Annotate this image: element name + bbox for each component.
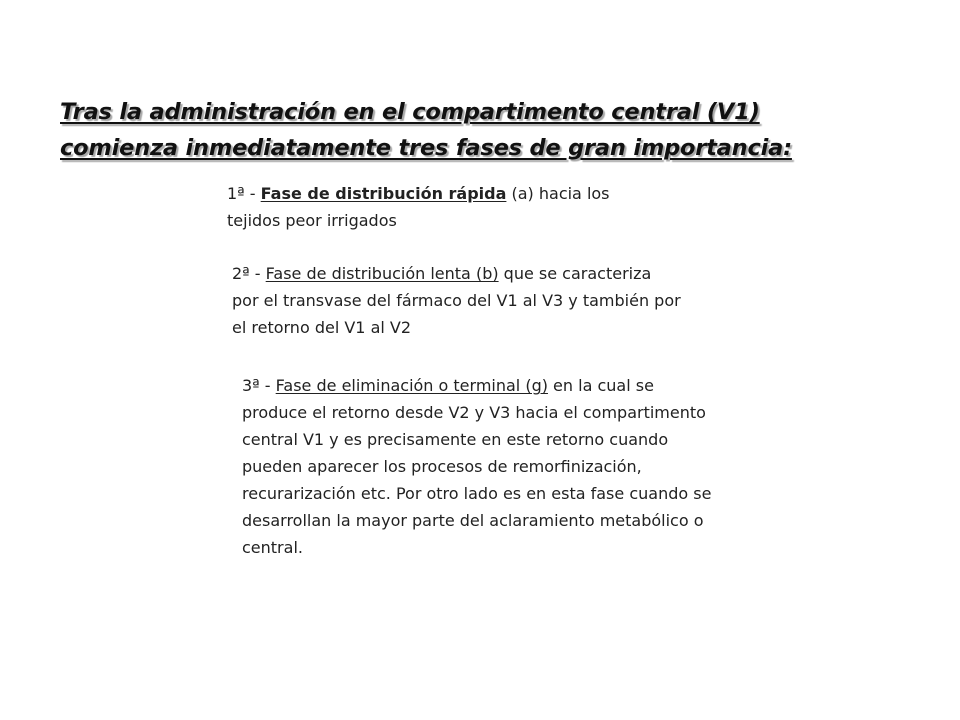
slide-title (60, 94, 920, 166)
phase-1-paragraph (227, 180, 667, 234)
phase-3-paragraph (242, 372, 712, 561)
phase-1-prefix: 1ª - (227, 184, 261, 203)
phase-2-text: que se caracteriza por el transvase del fármaco del V1 al V3 y también por el retorno del V1 al V2 (232, 264, 681, 337)
phase-3-prefix: 3ª - (242, 376, 276, 395)
phase-2-prefix: 2ª - (232, 264, 266, 283)
phase-1-name: Fase de distribución rápida (260, 184, 507, 203)
slide-title-line-1: Tras la administración en el compartimento central (V1) (60, 99, 760, 125)
phase-1-text: (a) hacia los tejidos peor irrigados (227, 184, 610, 230)
phase-2-paragraph (232, 260, 682, 341)
slide-title-line-2: comienza inmediatamente tres fases de gran importancia: (60, 135, 792, 161)
phase-3-name: Fase de eliminación o terminal (g) (275, 376, 548, 395)
phase-3-text: en la cual se produce el retorno desde V2 y V3 hacia el compartimento central V1 y es precisamente en este retorno cuando pueden aparecer los procesos de remorfinización, recurarización etc. Por otro lado es en esta fase cuando se desarrollan la mayor parte del aclaramiento metabólico o central. (242, 376, 712, 557)
phase-2-name: Fase de distribución lenta (b) (265, 264, 499, 283)
